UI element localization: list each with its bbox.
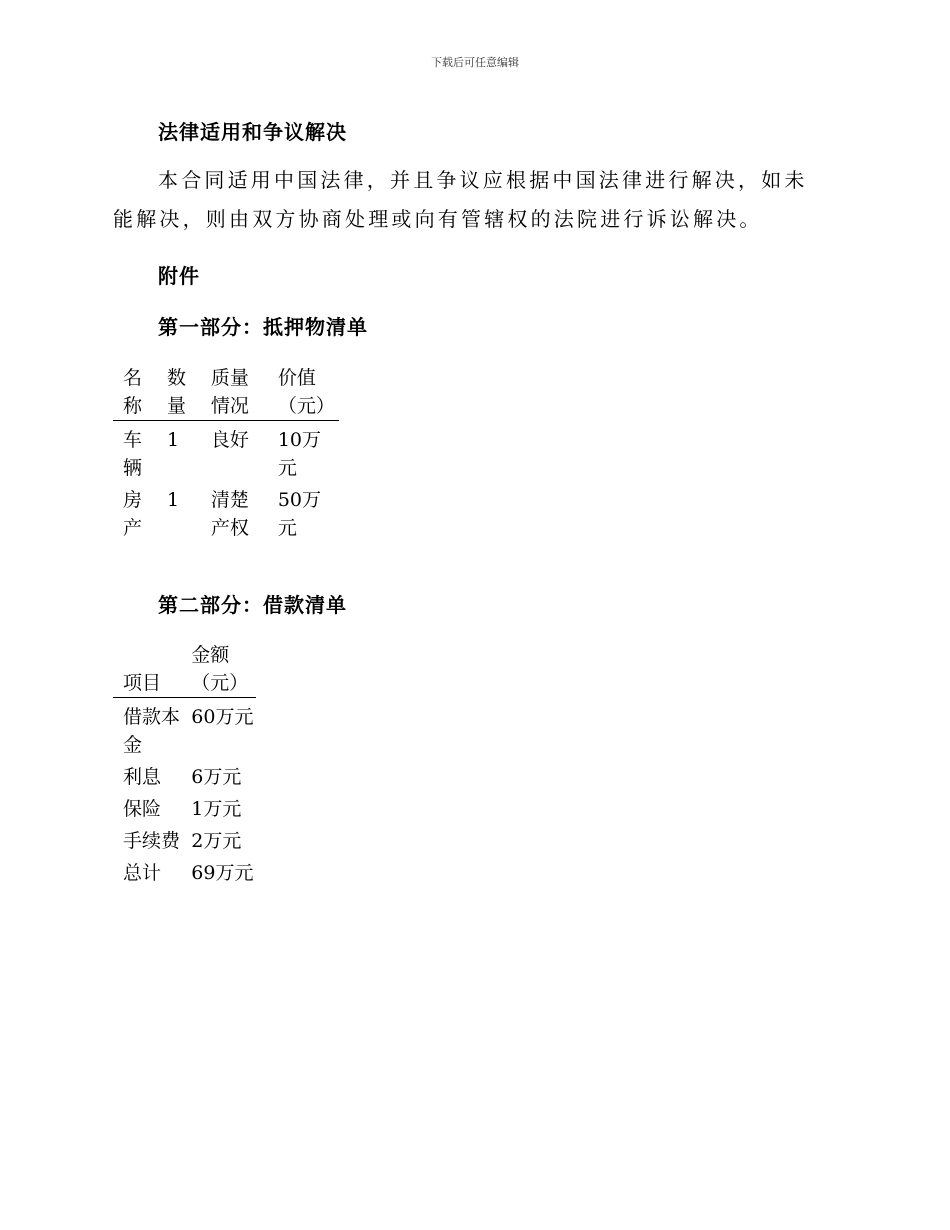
cell-amount: 1万元 [191,798,242,820]
cell-item: 借款本金 [123,706,181,756]
table-row [113,823,256,855]
column-header-amount: 金额（元） [191,644,249,694]
section-body-law: 本合同适用中国法律，并且争议应根据中国法律进行解决，如未能解决，则由双方协商处理或向有管辖权的法院进行诉讼解决。 [113,168,808,231]
cell-condition: 清楚产权 [210,489,249,539]
cell-name: 房产 [123,489,143,539]
section-title-law: 法律适用和争议解决 [158,120,347,144]
cell-quantity: 1 [166,429,180,451]
part1-title: 第一部分：抵押物清单 [158,315,368,339]
column-header-name: 名称 [123,367,143,417]
table-row [113,855,256,887]
column-header-item: 项目 [123,672,162,694]
column-header-condition: 质量情况 [210,367,249,417]
table-header-row [113,641,256,698]
cell-name: 车辆 [123,429,143,479]
table-header-row [113,364,339,421]
column-header-quantity: 数量 [166,367,186,417]
collateral-table [113,364,339,542]
cell-amount: 6万元 [191,766,242,788]
cell-item: 手续费 [123,830,181,852]
cell-item: 利息 [123,766,162,788]
cell-amount: 69万元 [191,862,254,884]
column-header-value: 价值（元） [277,367,335,417]
table-row [113,421,339,483]
table-row [113,791,256,823]
cell-value: 10万元 [277,429,322,479]
header-note: 下载后可任意编辑 [431,56,519,69]
table-row [113,698,256,760]
cell-amount: 2万元 [191,830,242,852]
cell-item: 总计 [123,862,162,884]
cell-amount: 60万元 [191,706,254,728]
loan-table [113,641,256,887]
part2-title: 第二部分：借款清单 [158,593,347,617]
cell-condition: 良好 [210,429,249,451]
table-row [113,759,256,791]
cell-quantity: 1 [166,489,180,511]
appendix-title: 附件 [158,264,200,288]
cell-item: 保险 [123,798,162,820]
table-row [113,482,339,542]
cell-value: 50万元 [277,489,322,539]
